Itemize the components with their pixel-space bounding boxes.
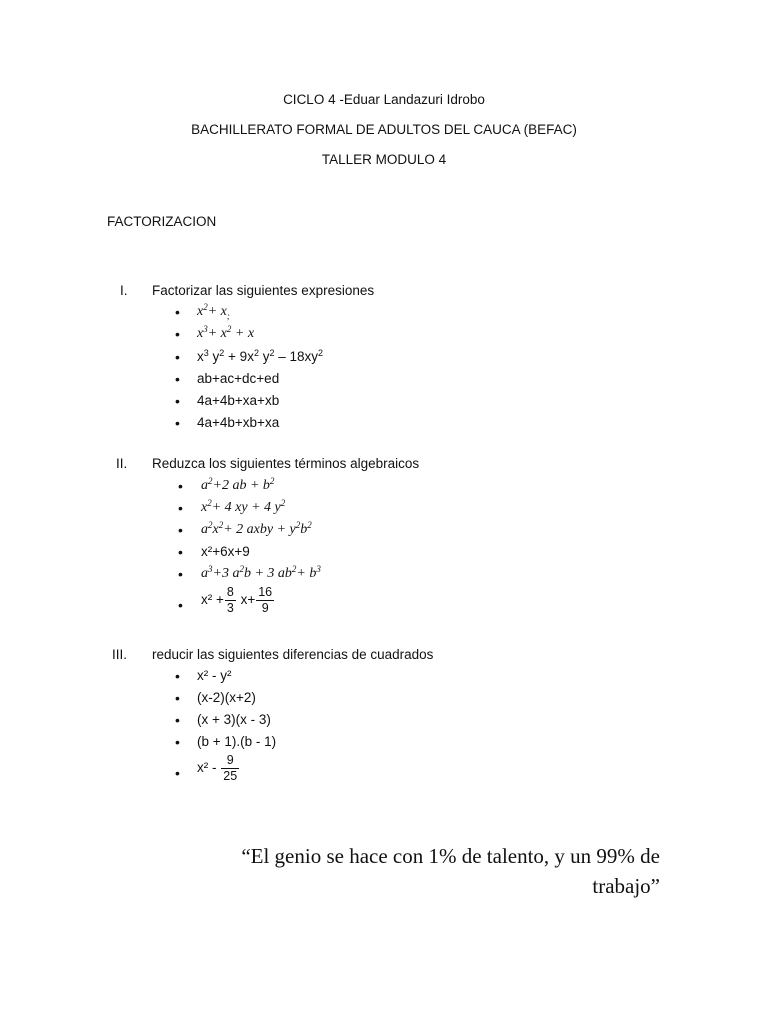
expression-text: x² - y² bbox=[197, 668, 232, 683]
expression-text: 4a+4b+xb+xa bbox=[197, 415, 280, 430]
exponent: 2 bbox=[318, 348, 324, 358]
bullet-icon: • bbox=[175, 712, 180, 728]
exponent: 2 bbox=[218, 520, 224, 530]
expression-text: a bbox=[201, 478, 208, 493]
expression-text: x+ bbox=[236, 592, 256, 608]
expression-text: y bbox=[208, 349, 220, 364]
fraction-numerator: 9 bbox=[221, 753, 239, 769]
section-3-numeral: III. bbox=[112, 647, 128, 662]
expression-text: +3 a bbox=[212, 566, 240, 581]
subscript: ; bbox=[226, 310, 230, 321]
expression bbox=[197, 349, 323, 364]
quote-line-1: “El genio se hace con 1% de talento, y un 99% de bbox=[241, 844, 660, 868]
section-3-title: reducir las siguientes diferencias de cuadrados bbox=[152, 647, 434, 662]
expression bbox=[197, 393, 279, 408]
expression bbox=[201, 585, 275, 616]
exponent: 3 bbox=[203, 348, 209, 358]
fraction bbox=[256, 585, 274, 616]
expression bbox=[197, 304, 230, 321]
fraction-numerator: 8 bbox=[226, 585, 234, 599]
exponent: 2 bbox=[295, 520, 301, 530]
expression-text: (x-2)(x+2) bbox=[197, 690, 256, 705]
expression-text: x²+6x+9 bbox=[201, 544, 250, 559]
expression-text: a bbox=[201, 522, 208, 537]
bullet-icon: • bbox=[175, 415, 180, 431]
exponent: 2 bbox=[207, 498, 212, 508]
bullet-icon: • bbox=[178, 544, 183, 560]
section-1-numeral: I. bbox=[120, 283, 128, 298]
fraction-numerator: 16 bbox=[258, 585, 273, 599]
bullet-icon: • bbox=[178, 500, 183, 516]
fraction bbox=[221, 753, 239, 784]
expression bbox=[197, 734, 276, 749]
expression-text: +2 ab + b bbox=[212, 478, 270, 493]
expression bbox=[197, 712, 271, 727]
section-2-title: Reduzca los siguientes términos algebraicos bbox=[152, 456, 420, 471]
fraction-denominator: 25 bbox=[223, 769, 238, 783]
exponent: 2 bbox=[219, 348, 225, 358]
expression-text: + x bbox=[207, 304, 227, 319]
section-2-numeral: II. bbox=[116, 456, 128, 471]
bullet-icon: • bbox=[175, 349, 180, 365]
bullet-icon: • bbox=[175, 371, 180, 387]
exponent: 2 bbox=[280, 498, 286, 508]
exponent: 2 bbox=[269, 476, 275, 486]
bullet-icon: • bbox=[175, 326, 180, 342]
header-line-2: BACHILLERATO FORMAL DE ADULTOS DEL CAUCA (BEFAC) bbox=[191, 122, 577, 137]
expression bbox=[201, 522, 312, 538]
expression-text: y bbox=[258, 349, 270, 364]
expression-text: + b bbox=[296, 566, 317, 581]
exponent: 2 bbox=[291, 564, 297, 574]
expression-text: ab+ac+dc+ed bbox=[197, 371, 280, 386]
bullet-icon: • bbox=[175, 668, 180, 684]
expression-text: 4a+4b+xa+xb bbox=[197, 393, 280, 408]
exponent: 2 bbox=[226, 324, 232, 334]
expression-text: x bbox=[197, 349, 204, 364]
expression bbox=[197, 415, 279, 430]
expression bbox=[197, 753, 240, 784]
expression-text: x bbox=[201, 500, 208, 515]
expression bbox=[201, 544, 250, 559]
bullet-icon: • bbox=[175, 765, 180, 781]
bullet-icon: • bbox=[178, 566, 183, 582]
bullet-icon: • bbox=[178, 478, 183, 494]
quote-line-2: trabajo” bbox=[592, 874, 660, 898]
expression-text: b + 3 ab bbox=[243, 566, 292, 581]
bullet-icon: • bbox=[175, 734, 180, 750]
expression-text: + 4 xy + 4 y bbox=[211, 500, 281, 515]
exponent: 3 bbox=[203, 324, 208, 334]
expression bbox=[201, 566, 321, 582]
expression-text: – 18xy bbox=[274, 349, 319, 364]
bullet-icon: • bbox=[175, 393, 180, 409]
expression-text: + x bbox=[207, 326, 227, 341]
bullet-icon: • bbox=[178, 522, 183, 538]
expression-text: x² - bbox=[197, 760, 221, 776]
header-line-1: CICLO 4 -Eduar Landazuri Idrobo bbox=[283, 92, 485, 107]
expression-text: x² + bbox=[201, 592, 224, 608]
fraction bbox=[225, 585, 236, 616]
expression-text: (b + 1).(b - 1) bbox=[197, 734, 277, 749]
expression-text: + x bbox=[231, 326, 255, 341]
expression bbox=[197, 326, 254, 342]
bullet-icon: • bbox=[175, 304, 180, 320]
exponent: 2 bbox=[208, 476, 213, 486]
expression-text: b bbox=[300, 522, 308, 537]
fraction-denominator: 9 bbox=[261, 601, 269, 615]
bullet-icon: • bbox=[175, 690, 180, 706]
header-line-3: TALLER MODULO 4 bbox=[321, 152, 447, 167]
exponent: 2 bbox=[253, 348, 259, 358]
expression-text: x bbox=[212, 522, 219, 537]
bullet-icon: • bbox=[178, 597, 183, 613]
exponent: 2 bbox=[203, 302, 208, 312]
exponent: 2 bbox=[269, 348, 275, 358]
section-1-title: Factorizar las siguientes expresiones bbox=[152, 283, 375, 298]
expression bbox=[201, 500, 285, 516]
expression-text: + 9x bbox=[224, 349, 254, 364]
expression-text: + 2 axby + y bbox=[223, 522, 296, 537]
expression-text: x bbox=[197, 304, 204, 319]
exponent: 3 bbox=[208, 564, 213, 574]
expression bbox=[197, 371, 279, 386]
exponent: 3 bbox=[316, 564, 321, 574]
topic-heading: FACTORIZACION bbox=[107, 214, 217, 229]
expression bbox=[201, 478, 274, 494]
expression bbox=[197, 690, 256, 705]
exponent: 2 bbox=[239, 564, 244, 574]
exponent: 2 bbox=[307, 520, 312, 530]
fraction-denominator: 3 bbox=[226, 601, 234, 615]
exponent: 2 bbox=[208, 520, 213, 530]
expression-text: a bbox=[201, 566, 208, 581]
expression-text: (x + 3)(x - 3) bbox=[197, 712, 271, 727]
expression-text: x bbox=[197, 326, 204, 341]
expression bbox=[197, 668, 232, 683]
